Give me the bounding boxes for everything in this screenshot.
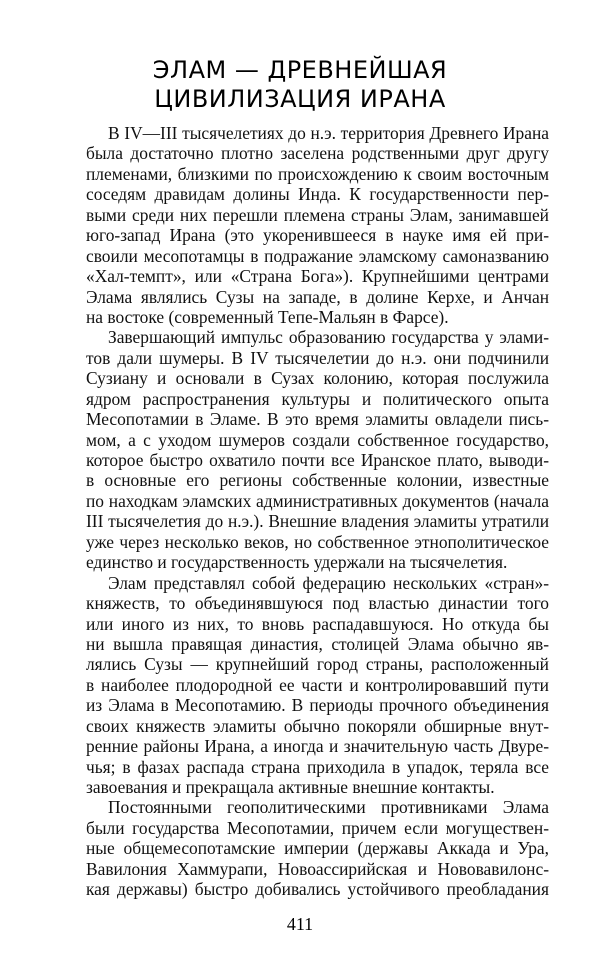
paragraph bbox=[86, 573, 549, 798]
text-line: Вавилония Хаммурапи, Новоассирийская и Нововавилонс- bbox=[86, 858, 549, 879]
paragraph bbox=[86, 327, 549, 572]
text-line: Сузиану и основали в Сузах колонию, которая послужила bbox=[86, 368, 549, 389]
chapter-title bbox=[0, 56, 600, 114]
text-line: В IV—III тысячелетиях до н.э. территория Древнего Ирана bbox=[108, 123, 549, 143]
text-line: тов дали шумеры. В IV тысячелетии до н.э. они подчинили bbox=[86, 347, 549, 368]
text-line: по находкам эламских административных документов (начала bbox=[86, 490, 549, 511]
text-line: Постоянными геополитическими противниками Элама bbox=[108, 797, 549, 818]
text-line: княжеств, то объединявшуюся под властью династии того bbox=[86, 593, 549, 614]
text-line: или иного из них, то вновь распадавшуюся. Но откуда бы bbox=[86, 613, 549, 634]
page-number: 411 bbox=[286, 914, 314, 934]
text-line: ные общемесопотамские империи (державы Аккада и Ура, bbox=[86, 838, 549, 859]
text-line: Завершающий импульс образованию государства у элами- bbox=[108, 327, 549, 348]
text-line: «Хал-темпт», или «Страна Бога»). Крупнейшими центрами bbox=[86, 266, 549, 287]
text-line: соседям дравидам долины Инда. К государственности пер- bbox=[86, 184, 549, 205]
text-line: III тысячелетия до н.э.). Внешние владения эламиты утратили bbox=[86, 511, 549, 532]
text-line: своили месопотамцы в подражание эламскому самоназванию bbox=[86, 245, 549, 266]
text-line: единство и государственность удержали на тысячелетия. bbox=[86, 552, 508, 573]
text-line: Месопотамии в Эламе. В это время эламиты овладели пись- bbox=[86, 409, 549, 430]
text-line: завоевания и прекращала активные внешние контакты. bbox=[86, 777, 495, 797]
text-line: была достаточно плотно заселена родственными друг другу bbox=[86, 143, 549, 164]
text-line: были государства Месопотамии, причем если могуществен- bbox=[86, 817, 549, 838]
text-line: ядром распространения культуры и политического опыта bbox=[86, 388, 549, 409]
text-line: из Элама в Месопотамию. В периоды прочного объединения bbox=[86, 695, 549, 716]
text-line: на востоке (современный Тепе-Мальян в Фарсе). bbox=[86, 306, 449, 327]
text-line: своих княжеств эламиты обычно покоряли обширные внут- bbox=[86, 715, 549, 736]
text-line: племенами, близкими по происхождению к своим восточным bbox=[86, 163, 549, 184]
text-line: юго-запад Ирана (это укоренившееся в науке имя ей при- bbox=[86, 225, 549, 246]
text-line: ренние районы Ирана, а иногда и значительную часть Двуре- bbox=[86, 736, 549, 757]
text-line: которое быстро охватило почти все Иранское плато, выводи- bbox=[86, 450, 549, 470]
text-line: в основные его регионы собственные колонии, известные bbox=[86, 470, 549, 491]
text-line: в наиболее плодородной ее части и контролировавший пути bbox=[86, 674, 549, 695]
text-line: кая державы) быстро добивались устойчивого преобладания bbox=[86, 879, 549, 900]
text-line: ни вышла правящая династия, столицей Элама обычно яв- bbox=[86, 633, 549, 654]
text-line: чья; в фазах распада страна приходила в упадок, теряла все bbox=[86, 756, 549, 777]
paragraph bbox=[86, 123, 549, 327]
text-line: Элама являлись Сузы на западе, в долине Керхе, и Анчан bbox=[86, 286, 549, 307]
paragraph bbox=[86, 797, 549, 899]
text-line: выми среди них перешли племена страны Элам, занимавшей bbox=[86, 204, 549, 225]
body-text bbox=[86, 123, 549, 900]
text-line: лялись Сузы — крупнейший город страны, расположенный bbox=[86, 654, 549, 675]
chapter-title-line-1: ЭЛАМ — ДРЕВНЕЙШАЯ bbox=[152, 56, 448, 84]
text-line: Элам представлял собой федерацию нескольких «стран»- bbox=[108, 572, 549, 593]
text-line: уже через несколько веков, но собственное этнополитическое bbox=[86, 531, 549, 552]
chapter-title-line-2: ЦИВИЛИЗАЦИЯ ИРАНА bbox=[154, 85, 446, 113]
text-line: мом, а с уходом шумеров создали собственное государство, bbox=[86, 429, 549, 450]
